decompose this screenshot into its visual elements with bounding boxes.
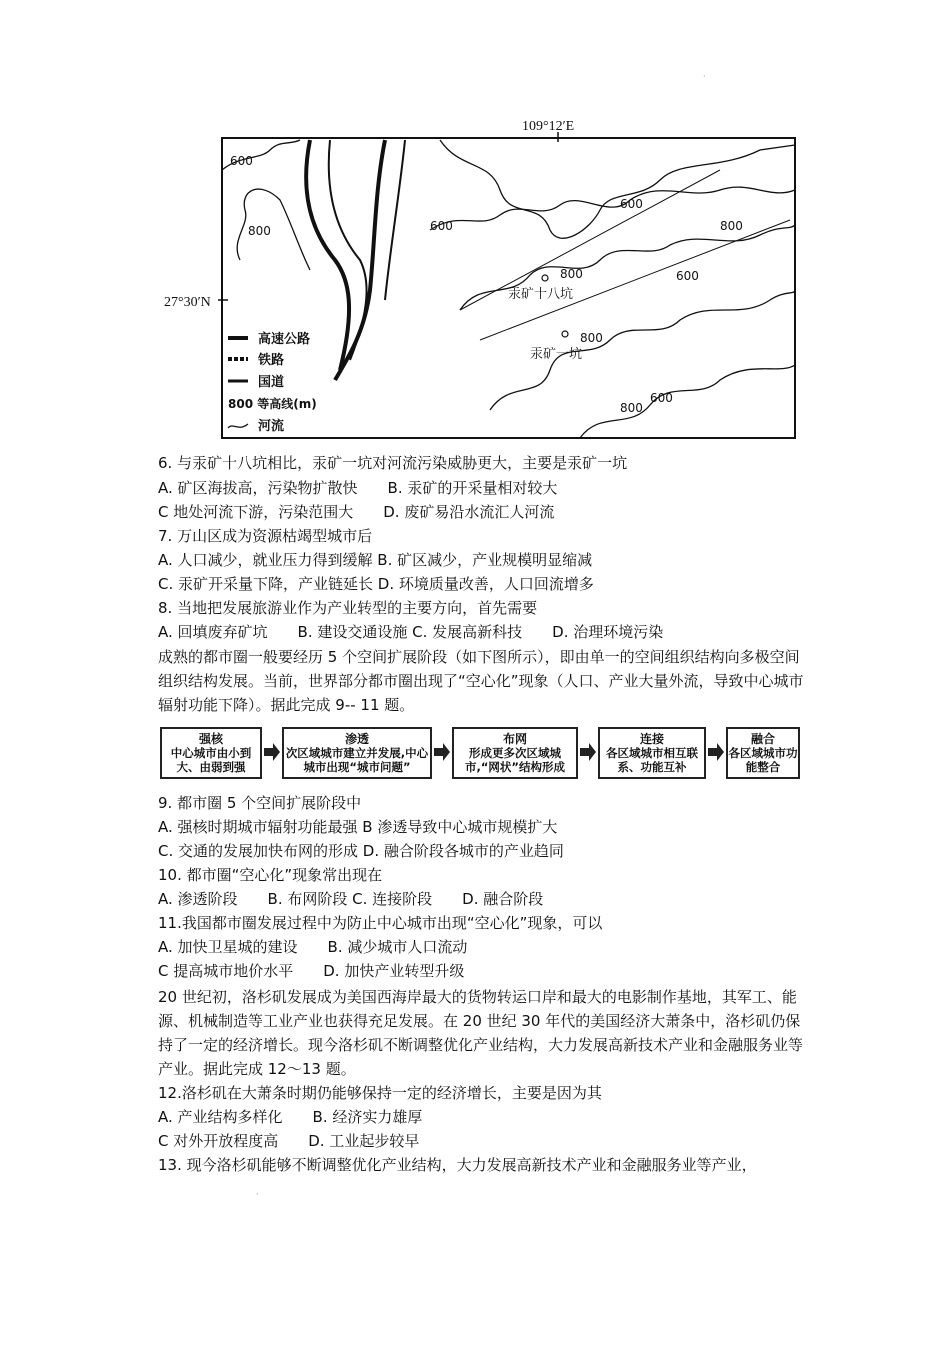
contour-label: 600 [620,197,643,211]
q6-options-cd: C 地处河流下游，污染范围大 D. 废矿易沿水流汇人河流 [158,503,555,521]
stage-box-fusion [726,727,800,779]
q8-stem: 8. 当地把发展旅游业作为产业转型的主要方向，首先需要 [158,599,538,617]
stage-title: 渗透 [344,732,369,746]
q12-options-cd: C 对外开放程度高 D. 工业起步较早 [158,1132,420,1150]
stage-desc: 各区域城市相互联系、功能互补 [606,746,698,774]
stage-desc: 次区域城市建立并发展,中心城市出现“城市问题” [285,746,429,774]
topographic-map [160,110,820,445]
q10-stem: 10. 都市圈“空心化”现象常出现在 [158,866,383,884]
stage-box-core [160,727,262,779]
legend-railway: 铁路 [258,353,285,368]
arrow-icon [264,743,280,761]
q9-options-ab: A. 强核时期城市辐射功能最强 B 渗透导致中心城市规模扩大 [158,818,558,836]
q10-options: A. 渗透阶段 B. 布网阶段 C. 连接阶段 D. 融合阶段 [158,890,544,908]
stage-box-penetration [282,727,432,779]
longitude-label: 109°12′E [522,119,575,134]
contour-label: 800 [620,401,643,415]
q12-options-ab: A. 产业结构多样化 B. 经济实力雄厚 [158,1108,423,1126]
q11-stem: 11.我国都市圈发展过程中为防止中心城市出现“空心化”现象，可以 [158,914,603,932]
q7-stem: 7. 万山区成为资源枯竭型城市后 [158,527,373,545]
q6-options-ab: A. 矿区海拔高，污染物扩散快 B. 汞矿的开采量相对较大 [158,479,558,497]
contour-label: 600 [430,219,453,233]
stage-desc: 各区域城市功能整合 [728,746,798,774]
q7-options-cd: C. 汞矿开采量下降，产业链延长 D. 环境质量改善，人口回流增多 [158,575,594,593]
map-legend [228,331,317,434]
stage-title: 强核 [198,732,223,746]
contour-label: 800 [248,224,271,238]
mine-1-label: 汞矿一坑 [530,347,583,362]
contour-label: 600 [650,391,673,405]
legend-national-road: 国道 [258,375,285,390]
legend-expressway: 高速公路 [258,332,311,347]
contour-label: 800 [560,267,583,281]
contour-label: 800 [720,219,743,233]
q9-stem: 9. 都市圈 5 个空间扩展阶段中 [158,794,362,812]
stage-desc: 形成更多次区域城市,“网状”结构形成 [465,746,565,774]
stage-title: 布网 [502,732,527,746]
arrow-icon [708,743,724,761]
q9-options-cd: C. 交通的发展加快布网的形成 D. 融合阶段各城市的产业趋同 [158,842,564,860]
contour-label: 800 [580,331,603,345]
q7-options-ab: A. 人口减少，就业压力得到缓解 B. 矿区减少，产业规模明显缩减 [158,551,593,569]
stage-title: 融合 [750,732,775,746]
arrow-icon [580,743,596,761]
contour-label: 600 [676,269,699,283]
q13-stem: 13. 现今洛杉矶能够不断调整优化产业结构，大力发展高新技术产业和金融服务业等产业， [158,1156,757,1174]
mine-18-label: 汞矿十八坑 [508,287,574,302]
intro-metropolitan: 成熟的都市圈一般要经历 5 个空间扩展阶段（如下图所示），即由单一的空间组织结构向多极空间组织结构发展。当前，世界部分都市圈出现了“空心化”现象（人口、产业大量外流，导致中心城市辐射功能下降）。据此完成 9-- 11 题。 [158,648,804,714]
intro-los-angeles: 20 世纪初，洛杉矶发展成为美国西海岸最大的货物转运口岸和最大的电影制作基地，其军工、能源、机械制造等工业产业也获得充足发展。在 20 世纪 30 年代的美国经济大萧条中，洛杉矶仍保持了一定的经济增长。现今洛杉矶不断调整优化产业结构，大力发展高新技术产业和金融服务业等产业。据此完成 12～13 题。 [158,988,804,1078]
stage-desc: 中心城市由小到大、由弱到强 [170,746,252,774]
stage-box-network [452,727,578,779]
legend-contour: 800 等高线(m) [228,397,317,411]
scan-mark: · [703,72,706,81]
scan-mark: · [256,1190,259,1199]
legend-river: 河流 [258,419,285,434]
stage-box-connection [598,727,706,779]
q8-options: A. 回填废弃矿坑 B. 建设交通设施 C. 发展高新科技 D. 治理环境污染 [158,623,664,641]
contour-label: 600 [230,154,253,168]
stage-flow-diagram [160,727,800,782]
q6-stem: 6. 与汞矿十八坑相比，汞矿一坑对河流污染威胁更大，主要是汞矿一坑 [158,454,628,472]
q12-stem: 12.洛杉矶在大萧条时期仍能够保持一定的经济增长，主要是因为其 [158,1084,602,1102]
arrow-icon [434,743,450,761]
q11-options-cd: C 提高城市地价水平 D. 加快产业转型升级 [158,962,465,980]
latitude-label: 27°30′N [164,295,211,310]
q11-options-ab: A. 加快卫星城的建设 B. 减少城市人口流动 [158,938,468,956]
stage-title: 连接 [639,732,664,746]
